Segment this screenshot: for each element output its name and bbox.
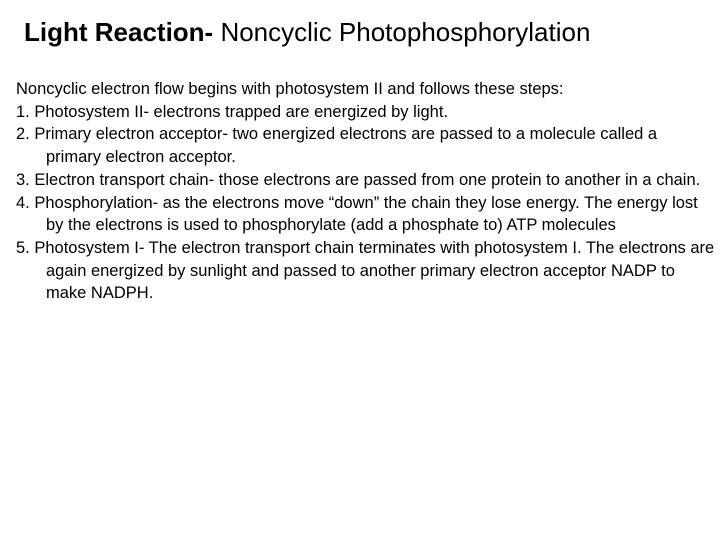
title-rest: Noncyclic Photophosphorylation <box>213 17 591 47</box>
step-4: 4. Phosphorylation- as the electrons move “down” the chain they lose energy. The energy lost by the electrons is used to phosphorylate (add a phosphate to) ATP molecules <box>16 193 698 235</box>
intro-paragraph: Noncyclic electron flow begins with photosystem II and follows these steps: <box>16 80 564 98</box>
title-bold-part: Light Reaction- <box>24 17 214 47</box>
step-3: 3. Electron transport chain- those electrons are passed from one protein to another in a chain. <box>16 170 701 189</box>
step-2: 2. Primary electron acceptor- two energized electrons are passed to a molecule called a primary electron acceptor. <box>16 125 658 167</box>
step-1: 1. Photosystem II- electrons trapped are energized by light. <box>16 102 448 121</box>
slide-body <box>16 78 716 305</box>
step-5: 5. Photosystem I- The electron transport chain terminates with photosystem I. The electrons are again energized by sunlight and passed to another primary electron acceptor NADP to make NADPH. <box>16 238 715 303</box>
slide-title <box>24 12 720 52</box>
